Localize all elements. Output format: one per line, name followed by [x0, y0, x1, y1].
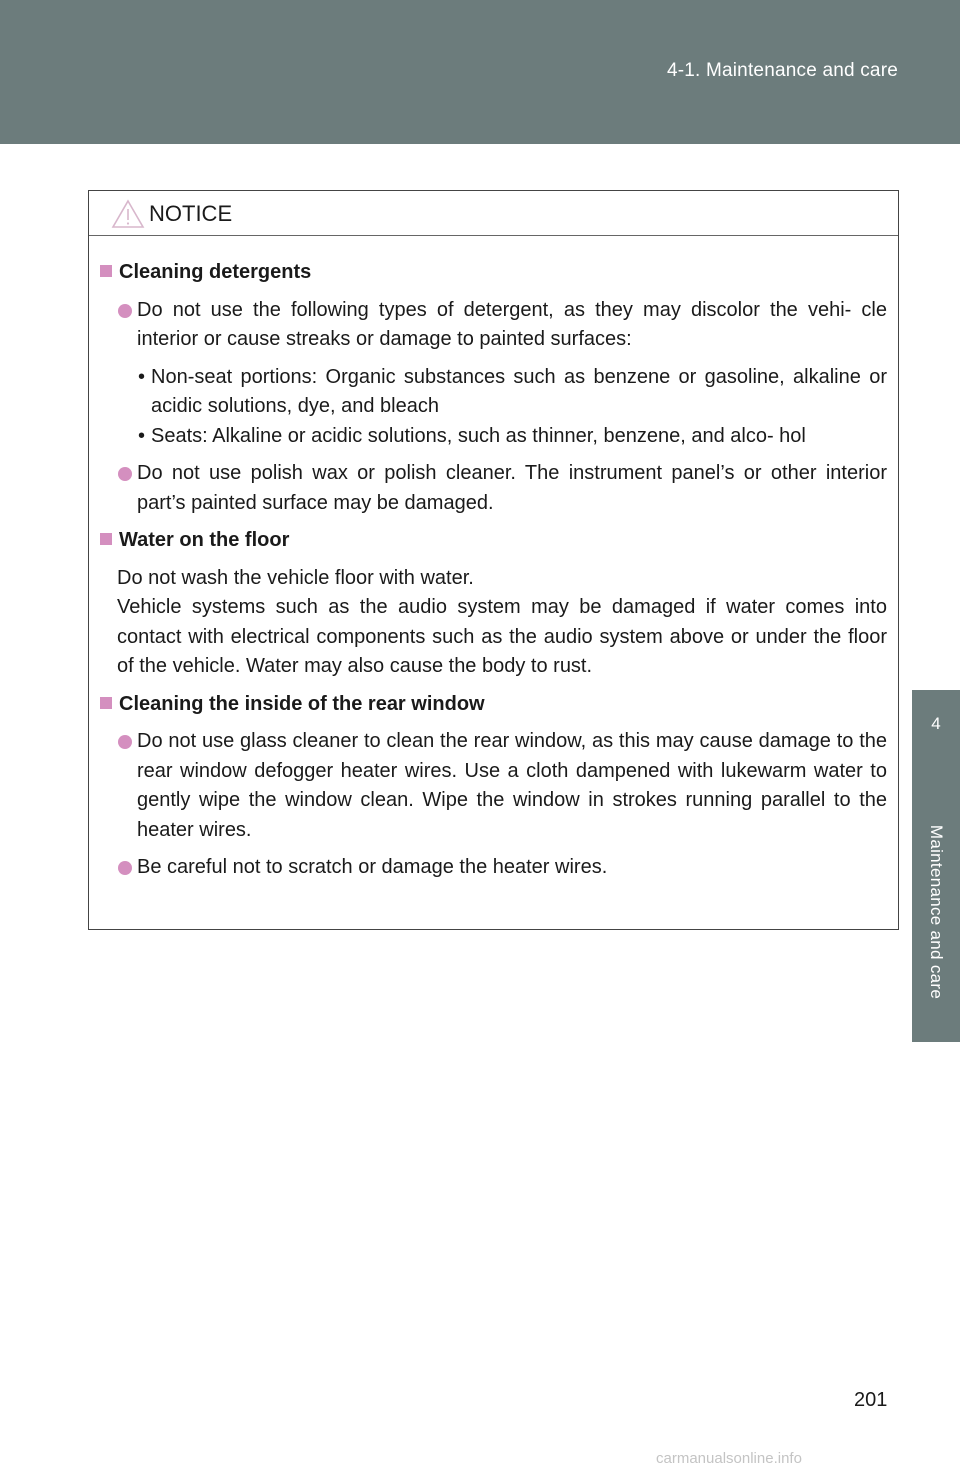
circle-bullet-icon: [118, 735, 132, 749]
sub-item: [138, 422, 887, 452]
watermark-text: carmanualsonline.info: [656, 1450, 802, 1467]
page-number: 201: [854, 1389, 888, 1411]
chapter-tab: [912, 690, 960, 1042]
heading-cleaning-detergents: [100, 258, 887, 288]
circle-bullet-icon: [118, 304, 132, 318]
heading-text: Water on the floor: [119, 529, 290, 551]
notice-title: NOTICE: [149, 201, 233, 226]
heading-text: Cleaning detergents: [119, 261, 312, 283]
notice-header: [89, 191, 898, 236]
warning-icon: [111, 199, 145, 229]
sub-item: [138, 363, 887, 422]
bullet-item: [118, 459, 887, 518]
circle-bullet-icon: [118, 861, 132, 875]
bullet-text: Do not use the following types of detergent, as they may discolor the vehi- cle interior or cause streaks or damage to painted surfaces:: [137, 298, 887, 350]
sub-item-text: Seats: Alkaline or acidic solutions, such as thinner, benzene, and alco- hol: [151, 424, 806, 447]
small-bullet-icon: •: [138, 424, 146, 447]
section-title: 4-1. Maintenance and care: [666, 60, 898, 81]
heading-water-floor: [100, 526, 887, 556]
paragraph-line: Vehicle systems such as the audio system may be damaged if water comes into contact with electrical components such as the audio system above or under the floor of the vehicle. Water may also cause the body to rust.: [117, 596, 887, 677]
water-floor-paragraph: [117, 564, 887, 682]
heading-text: Cleaning the inside of the rear window: [119, 692, 485, 715]
bullet-text: Do not use polish wax or polish cleaner. The instrument panel’s or other interior part’s painted surface may be damaged.: [137, 462, 887, 514]
bullet-item: [118, 853, 887, 883]
square-bullet-icon: [100, 697, 112, 709]
bullet-item: [118, 727, 887, 845]
small-bullet-icon: •: [138, 365, 146, 388]
square-bullet-icon: [100, 533, 112, 545]
sub-item-text: Non-seat portions: Organic substances such as benzene or gasoline, alkaline or acidic solutions, dye, and bleach: [151, 365, 887, 417]
notice-body: [89, 236, 898, 883]
bullet-text: Be careful not to scratch or damage the heater wires.: [137, 856, 608, 878]
bullet-text: Do not use glass cleaner to clean the rear window, as this may cause damage to the rear window defogger heater wires. Use a cloth dampened with lukewarm water to gently wipe the window clean. Wipe the window in strokes running parallel to the heater wires.: [137, 730, 887, 841]
heading-rear-window: [100, 690, 887, 720]
circle-bullet-icon: [118, 467, 132, 481]
paragraph-line: Do not wash the vehicle floor with water.: [117, 566, 474, 589]
square-bullet-icon: [100, 265, 112, 277]
chapter-label: Maintenance and care: [927, 824, 946, 1000]
header-band: [0, 0, 960, 144]
bullet-item: [118, 296, 887, 355]
chapter-number: 4: [931, 714, 941, 733]
notice-box: [88, 190, 899, 930]
